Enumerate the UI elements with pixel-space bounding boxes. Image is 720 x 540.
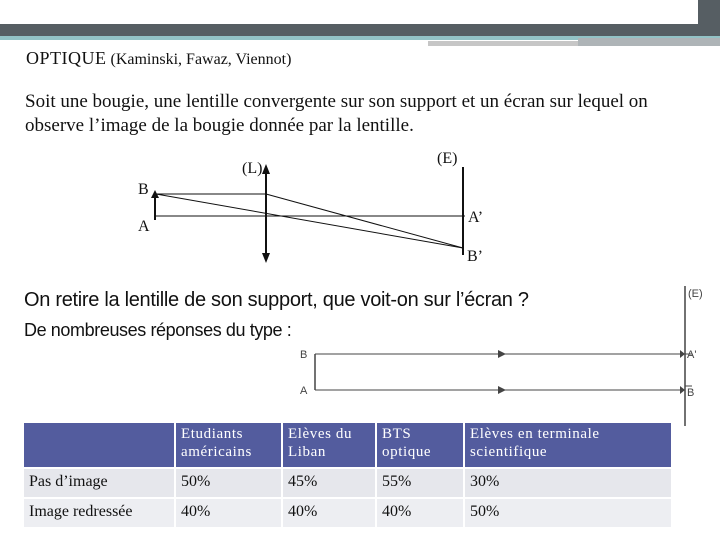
point-b-label: B bbox=[138, 181, 149, 198]
table-header-cell: Etudiants américains bbox=[175, 422, 282, 468]
table-header-cell: BTS optique bbox=[376, 422, 464, 468]
point2-b-label: B bbox=[300, 349, 308, 361]
top-decor-block bbox=[698, 0, 720, 36]
lens-label: (L) bbox=[242, 160, 263, 177]
screen-diagram bbox=[280, 278, 720, 428]
table-header-cell: Elèves du Liban bbox=[282, 422, 376, 468]
question-text: On retire la lentille de son support, que voit-on sur l’écran ? bbox=[24, 289, 529, 311]
ray2-bottom-arrow bbox=[498, 386, 506, 394]
ray-center bbox=[156, 194, 463, 248]
lens-top-arrowhead bbox=[262, 164, 270, 174]
lens-bottom-arrowhead bbox=[262, 253, 270, 263]
lens-diagram bbox=[130, 145, 510, 270]
point-a-label: A bbox=[138, 218, 150, 235]
page-heading bbox=[26, 48, 291, 69]
table-cell: 40% bbox=[376, 498, 464, 528]
intro-paragraph: Soit une bougie, une lentille convergente sur son support et un écran sur lequel on observe l’image de la bougie donnée par la lentille. bbox=[25, 91, 648, 136]
table-cell: 40% bbox=[175, 498, 282, 528]
table-row bbox=[23, 498, 672, 528]
table-header-row bbox=[23, 422, 672, 468]
heading-authors: (Kaminski, Fawaz, Viennot) bbox=[106, 51, 292, 68]
point-b-prime-label: B’ bbox=[467, 248, 483, 265]
answers-intro-text: De nombreuses réponses du type : bbox=[24, 320, 292, 340]
table-cell: 45% bbox=[282, 468, 376, 498]
point2-a-prime-label: A' bbox=[687, 349, 697, 361]
table-cell: 40% bbox=[282, 498, 376, 528]
screen-label: (E) bbox=[437, 150, 458, 167]
table-header-cell: Elèves en terminale scientifique bbox=[464, 422, 672, 468]
table-header-cell bbox=[23, 422, 175, 468]
table-cell: Image redressée bbox=[23, 498, 175, 528]
top-decor-strip bbox=[578, 38, 720, 46]
ray-refracted bbox=[266, 194, 463, 248]
point2-a-label: A bbox=[300, 385, 308, 397]
point-a-prime-label: A’ bbox=[468, 209, 484, 226]
point2-b-label-right: B bbox=[687, 387, 695, 399]
ray2-top-arrow bbox=[498, 350, 506, 358]
top-decor-light bbox=[428, 41, 578, 46]
screen2-label: (E) bbox=[688, 288, 703, 300]
top-decor-bar bbox=[0, 24, 720, 36]
table-cell: 30% bbox=[464, 468, 672, 498]
table-cell: Pas d’image bbox=[23, 468, 175, 498]
heading-title: OPTIQUE bbox=[26, 48, 107, 68]
table-row bbox=[23, 468, 672, 498]
table-cell: 55% bbox=[376, 468, 464, 498]
table-cell: 50% bbox=[464, 498, 672, 528]
results-table bbox=[22, 421, 673, 529]
table-cell: 50% bbox=[175, 468, 282, 498]
